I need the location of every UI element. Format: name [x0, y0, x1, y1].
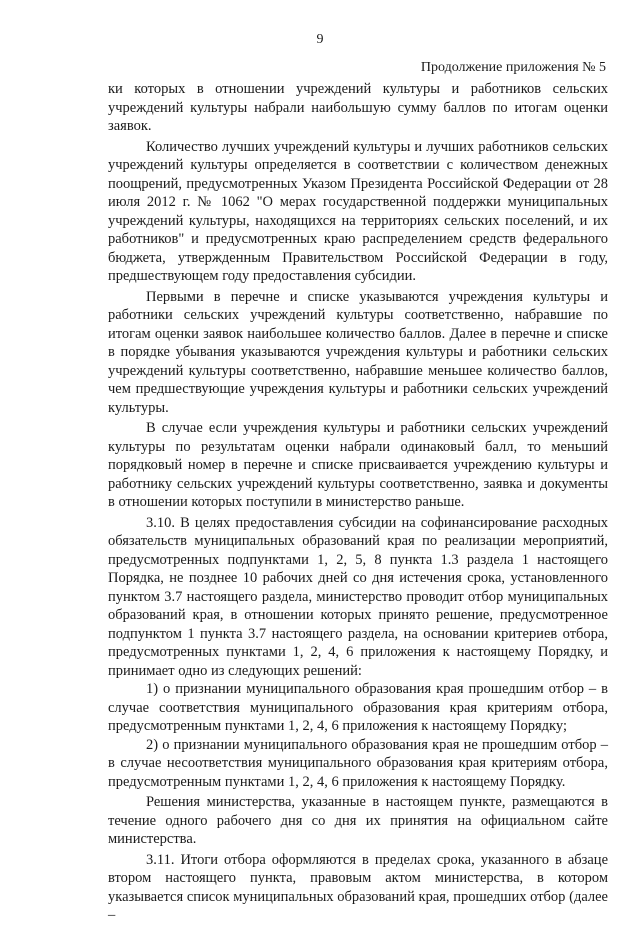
paragraph-3-10-item-2: 2) о признании муниципального образования края не прошедшим отбор – в случае несоответствия муниципального образования края критериям отбора, предусмотренным пунктами 1, 2, 4, 6 приложения к настоящему Порядку.: [108, 736, 608, 790]
paragraph-3-10-item-1: 1) о признании муниципального образования края прошедшим отбор – в случае соответствия муниципального образования края критериям отбора, предусмотренным пунктами 1, 2, 4, 6 приложения к настоящему Порядку;: [108, 681, 608, 734]
paragraph-continuation: ки которых в отношении учреждений культуры и работников сельских учреждений культуры набрали наибольшую сумму баллов по итогам оценки заявок.: [108, 81, 608, 134]
paragraph-decisions-published: Решения министерства, указанные в настоящем пункте, размещаются в течение одного рабочего дня со дня их принятия на официальном сайте министерства.: [108, 794, 608, 847]
paragraph-3-11: 3.11. Итоги отбора оформляются в пределах срока, указанного в абзаце втором настоящего пункта, правовым актом министерства, в котором указывается список муниципальных образований края, прошедших отбор (далее –: [108, 851, 608, 923]
paragraph-best-count: Количество лучших учреждений культуры и лучших работников сельских учреждений культуры определяется в соответствии с количеством денежных поощрений, предусмотренных Указом Президента Российской Федерации от 28 июля 2012 г. № 1062 "О мерах государственной поддержки муниципальных учреждений культуры, находящихся на территориях сельских поселений, и их работников" и предусмотренных краю распределением средств федерального бюджета, утвержденным Правительством Российской Федерации в году, предшествующем году предоставления субсидии.: [108, 138, 608, 284]
paragraph-3-10: 3.10. В целях предоставления субсидии на софинансирование расходных обязательств муниципальных образований края по реализации мероприятий, предусмотренных подпунктами 1, 2, 5, 8 пункта 1.3 раздела 1 настоящего Порядка, не позднее 10 рабочих дней со дня истечения срока, установленного пунктом 3.7 настоящего раздела, министерство проводит отбор муниципальных образований края, в отношении которых принято решение, предусмотренное подпунктом 1 пункта 3.7 настоящего раздела, на основании критериев отбора, предусмотренных пунктами 1, 2, 4, 6 приложения к настоящему Порядку, и принимает одно из следующих решений:: [108, 514, 608, 679]
paragraph-ranking-order: Первыми в перечне и списке указываются учреждения культуры и работники сельских учреждений культуры соответственно, набравшие по итогам оценки заявок наибольшее количество баллов. Далее в перечне и списке в порядке убывания указываются учреждения культуры и работники сельских учреждений культуры соответственно, набравшие меньшее количество баллов, чем предшествующие учреждения культуры и работники сельских учреждений культуры.: [108, 288, 608, 416]
page-number: 9: [316, 32, 324, 47]
document-body: [108, 80, 608, 925]
appendix-continuation-note: Продолжение приложения № 5: [420, 60, 606, 75]
paragraph-equal-score: В случае если учреждения культуры и работники сельских учреждений культуры по результатам оценки набрали одинаковый балл, то меньший порядковый номер в перечне и списке присваивается учреждению культуры и работнику сельских учреждений культуры соответственно, заявка и документы в отношении которых поступили в министерство раньше.: [108, 420, 608, 510]
